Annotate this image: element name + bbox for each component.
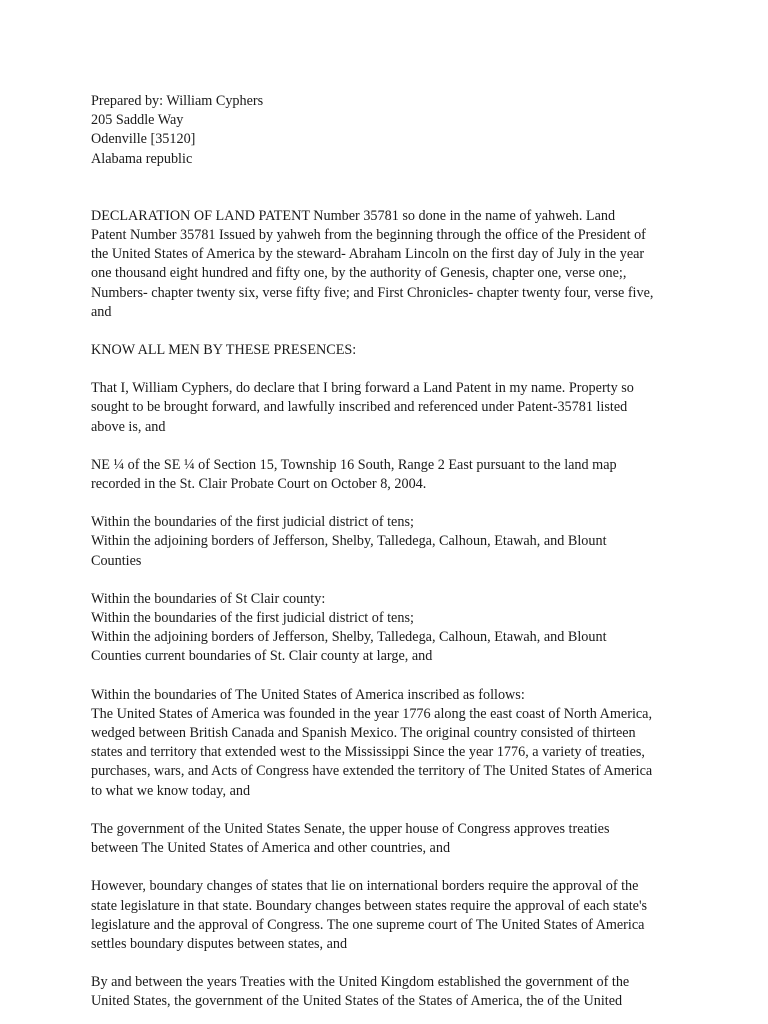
text-line: NE ¼ of the SE ¼ of Section 15, Township 16 South, Range 2 East pursuant to the land map: [91, 456, 617, 473]
text-line: and: [91, 303, 112, 320]
text-line: However, boundary changes of states that lie on international borders require the approval of the: [91, 878, 639, 895]
text-line: to what we know today, and: [91, 782, 251, 799]
know-all-men-heading: [91, 341, 721, 360]
text-line: The government of the United States Senate, the upper house of Congress approves treaties: [91, 820, 610, 837]
spacer: [91, 437, 721, 456]
usa-paragraph: [91, 686, 721, 801]
senate-paragraph: [91, 820, 721, 858]
street-address-line: 205 Saddle Way: [91, 112, 184, 129]
spacer: [91, 494, 721, 513]
boundary-changes-paragraph: [91, 877, 721, 954]
text-line: Within the boundaries of The United States of America inscribed as follows:: [91, 686, 525, 703]
text-line: recorded in the St. Clair Probate Court on October 8, 2004.: [91, 476, 427, 493]
treaties-paragraph: [91, 973, 721, 1011]
text-line: settles boundary disputes between states, and: [91, 935, 348, 952]
text-line: wedged between British Canada and Spanish Mexico. The original country consisted of thirteen: [91, 725, 636, 742]
that-i-paragraph: [91, 379, 721, 437]
text-line: Within the boundaries of the first judicial district of tens;: [91, 514, 414, 531]
text-line: state legislature in that state. Boundary changes between states require the approval of each state's: [91, 897, 648, 914]
text-line: sought to be brought forward, and lawfully inscribed and referenced under Patent-35781 listed: [91, 399, 628, 416]
text-line: the United States of America by the steward- Abraham Lincoln on the first day of July in the year: [91, 246, 645, 263]
spacer: [91, 322, 721, 341]
spacer: [91, 571, 721, 590]
text-line: The United States of America was founded in the year 1776 along the east coast of North America,: [91, 705, 653, 722]
text-line: United States, the government of the United States of the States of America, the of the United: [91, 993, 623, 1010]
text-line: Counties current boundaries of St. Clair county at large, and: [91, 648, 433, 665]
text-line: legislature and the approval of Congress. The one supreme court of The United States of America: [91, 916, 645, 933]
text-line: Within the boundaries of St Clair county:: [91, 590, 326, 607]
text-line: purchases, wars, and Acts of Congress have extended the territory of The United States of America: [91, 763, 653, 780]
spacer: [91, 801, 721, 820]
text-line: Within the adjoining borders of Jefferson, Shelby, Talledega, Calhoun, Etawah, and Blount: [91, 629, 607, 646]
text-line: That I, William Cyphers, do declare that I bring forward a Land Patent in my name. Property so: [91, 380, 634, 397]
prepared-by-line: Prepared by: William Cyphers: [91, 93, 264, 109]
text-line: Counties: [91, 552, 142, 569]
spacer: [91, 169, 721, 207]
judicial-district-paragraph: [91, 513, 721, 571]
text-line: Within the adjoining borders of Jefferson, Shelby, Talledega, Calhoun, Etawah, and Blount: [91, 533, 607, 550]
state-line: Alabama republic: [91, 150, 193, 167]
preparer-block: [91, 92, 721, 169]
text-line: Patent Number 35781 Issued by yahweh from the beginning through the office of the President of: [91, 227, 646, 244]
text-line: above is, and: [91, 418, 166, 435]
st-clair-paragraph: [91, 590, 721, 667]
spacer: [91, 667, 721, 686]
text-line: By and between the years Treaties with the United Kingdom established the government of the: [91, 974, 630, 991]
spacer: [91, 360, 721, 379]
text-line: KNOW ALL MEN BY THESE PRESENCES:: [91, 342, 357, 359]
text-line: Within the boundaries of the first judicial district of tens;: [91, 610, 414, 627]
text-line: Numbers- chapter twenty six, verse fifty five; and First Chronicles- chapter twenty four, verse five,: [91, 284, 654, 301]
document-body: [91, 92, 721, 1012]
spacer: [91, 954, 721, 973]
declaration-paragraph: [91, 207, 721, 322]
spacer: [91, 858, 721, 877]
text-line: states and territory that extended west to the Mississippi Since the year 1776, a variety of treaties,: [91, 744, 645, 761]
text-line: DECLARATION OF LAND PATENT Number 35781 so done in the name of yahweh. Land: [91, 207, 616, 224]
legal-description-paragraph: [91, 456, 721, 494]
city-zip-line: Odenville [35120]: [91, 131, 196, 148]
text-line: one thousand eight hundred and fifty one, by the authority of Genesis, chapter one, verse one;,: [91, 265, 627, 282]
text-line: between The United States of America and other countries, and: [91, 840, 451, 857]
